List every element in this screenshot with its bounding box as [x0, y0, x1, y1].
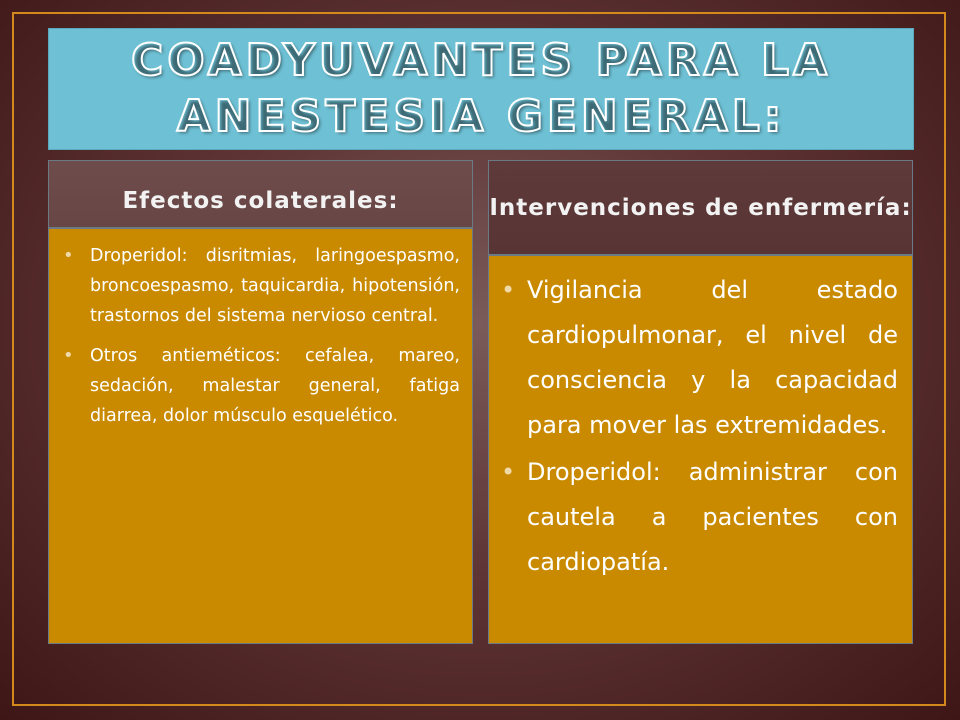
list-item: [501, 450, 898, 585]
left-column-list: [63, 241, 460, 431]
slide-title-box: [48, 28, 914, 150]
list-item: [63, 241, 460, 331]
slide-title-line-2: ANESTESIA GENERAL:: [176, 91, 786, 142]
right-column-header: Intervenciones de enfermería:: [488, 160, 913, 255]
list-item-text: Droperidol: disritmias, laringoespasmo, broncoespasmo, taquicardia, hipotensión, trastornos del sistema nervioso central.: [90, 246, 460, 326]
list-item-text: Otros antieméticos: cefalea, mareo, sedación, malestar general, fatiga diarrea, dolor músculo esquelético.: [90, 346, 460, 426]
list-item-text: Vigilancia del estado cardiopulmonar, el nivel de consciencia y la capacidad para mover las extremidades.: [527, 276, 898, 439]
list-item: [501, 268, 898, 448]
left-column-header: Efectos colaterales:: [48, 160, 473, 228]
bullet-icon: •: [501, 276, 516, 304]
right-column-list: [501, 268, 898, 585]
bullet-icon: •: [63, 245, 74, 266]
left-column-body: [48, 228, 473, 644]
list-item: [63, 341, 460, 431]
slide-title-line-1: COADYUVANTES PARA LA: [130, 35, 832, 86]
bullet-icon: •: [63, 345, 74, 366]
right-column-body: [488, 255, 913, 644]
list-item-text: Droperidol: administrar con cautela a pacientes con cardiopatía.: [527, 458, 898, 576]
bullet-icon: •: [501, 458, 516, 486]
